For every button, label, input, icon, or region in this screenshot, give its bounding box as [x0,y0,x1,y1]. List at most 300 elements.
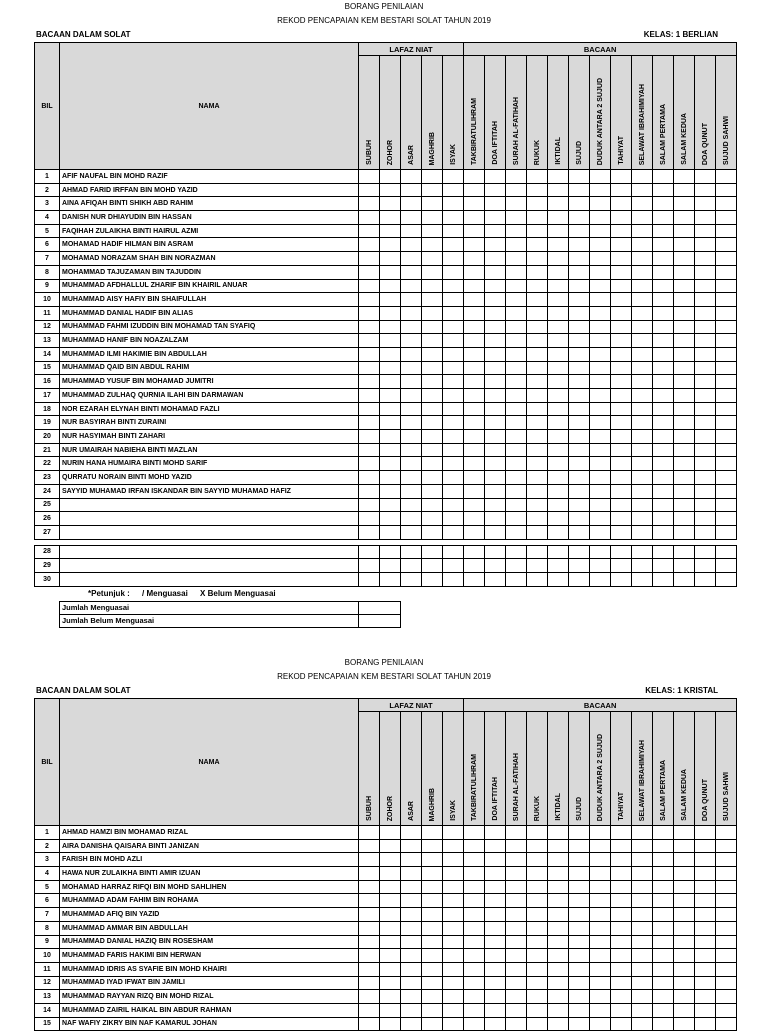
score-cell[interactable] [716,197,737,211]
score-cell[interactable] [401,334,422,348]
score-cell[interactable] [653,894,674,908]
score-cell[interactable] [401,293,422,307]
score-cell[interactable] [527,498,548,512]
score-cell[interactable] [695,183,716,197]
score-cell[interactable] [674,990,695,1004]
score-cell[interactable] [674,457,695,471]
score-cell[interactable] [653,211,674,225]
score-cell[interactable] [380,183,401,197]
score-cell[interactable] [401,853,422,867]
score-cell[interactable] [695,238,716,252]
score-cell[interactable] [569,320,590,334]
score-cell[interactable] [380,347,401,361]
score-cell[interactable] [506,921,527,935]
score-cell[interactable] [611,224,632,238]
score-cell[interactable] [695,839,716,853]
score-cell[interactable] [380,545,401,559]
score-cell[interactable] [716,935,737,949]
score-cell[interactable] [359,949,380,963]
score-cell[interactable] [590,908,611,922]
score-cell[interactable] [464,826,485,840]
score-cell[interactable] [506,559,527,573]
score-cell[interactable] [611,949,632,963]
score-cell[interactable] [716,320,737,334]
score-cell[interactable] [401,170,422,184]
score-cell[interactable] [611,512,632,526]
score-cell[interactable] [359,416,380,430]
score-cell[interactable] [380,894,401,908]
score-cell[interactable] [548,498,569,512]
score-cell[interactable] [527,265,548,279]
score-cell[interactable] [716,224,737,238]
score-cell[interactable] [695,402,716,416]
score-cell[interactable] [380,572,401,586]
score-cell[interactable] [485,962,506,976]
score-cell[interactable] [653,826,674,840]
score-cell[interactable] [359,1003,380,1017]
score-cell[interactable] [422,867,443,881]
score-cell[interactable] [590,880,611,894]
score-cell[interactable] [590,361,611,375]
score-cell[interactable] [569,170,590,184]
score-cell[interactable] [632,498,653,512]
score-cell[interactable] [380,962,401,976]
score-cell[interactable] [506,402,527,416]
score-cell[interactable] [359,976,380,990]
score-cell[interactable] [674,545,695,559]
score-cell[interactable] [695,197,716,211]
score-cell[interactable] [548,867,569,881]
score-cell[interactable] [632,238,653,252]
score-cell[interactable] [485,252,506,266]
score-cell[interactable] [653,484,674,498]
score-cell[interactable] [569,976,590,990]
score-cell[interactable] [422,976,443,990]
score-cell[interactable] [359,306,380,320]
score-cell[interactable] [695,224,716,238]
score-cell[interactable] [359,525,380,539]
score-cell[interactable] [527,375,548,389]
score-cell[interactable] [464,347,485,361]
score-cell[interactable] [401,498,422,512]
score-cell[interactable] [401,525,422,539]
score-cell[interactable] [422,1003,443,1017]
score-cell[interactable] [527,211,548,225]
score-cell[interactable] [590,279,611,293]
score-cell[interactable] [611,347,632,361]
score-cell[interactable] [632,853,653,867]
score-cell[interactable] [464,402,485,416]
score-cell[interactable] [569,361,590,375]
score-cell[interactable] [464,471,485,485]
score-cell[interactable] [359,211,380,225]
score-cell[interactable] [716,894,737,908]
score-cell[interactable] [611,853,632,867]
score-cell[interactable] [695,320,716,334]
score-cell[interactable] [443,238,464,252]
score-cell[interactable] [443,361,464,375]
score-cell[interactable] [464,430,485,444]
score-cell[interactable] [716,457,737,471]
score-cell[interactable] [653,498,674,512]
score-cell[interactable] [548,320,569,334]
score-cell[interactable] [359,498,380,512]
score-cell[interactable] [695,512,716,526]
score-cell[interactable] [569,306,590,320]
score-cell[interactable] [380,170,401,184]
score-cell[interactable] [527,293,548,307]
score-cell[interactable] [506,361,527,375]
score-cell[interactable] [569,389,590,403]
score-cell[interactable] [716,375,737,389]
score-cell[interactable] [485,375,506,389]
score-cell[interactable] [485,170,506,184]
score-cell[interactable] [443,498,464,512]
score-cell[interactable] [632,935,653,949]
score-cell[interactable] [422,484,443,498]
score-cell[interactable] [695,484,716,498]
score-cell[interactable] [527,416,548,430]
score-cell[interactable] [653,525,674,539]
score-cell[interactable] [506,908,527,922]
score-cell[interactable] [716,402,737,416]
score-cell[interactable] [716,361,737,375]
score-cell[interactable] [716,170,737,184]
score-cell[interactable] [569,572,590,586]
score-cell[interactable] [611,402,632,416]
score-cell[interactable] [527,867,548,881]
score-cell[interactable] [569,525,590,539]
score-cell[interactable] [485,853,506,867]
score-cell[interactable] [527,471,548,485]
score-cell[interactable] [716,525,737,539]
score-cell[interactable] [590,512,611,526]
score-cell[interactable] [590,1003,611,1017]
score-cell[interactable] [569,949,590,963]
score-cell[interactable] [716,238,737,252]
score-cell[interactable] [506,252,527,266]
score-cell[interactable] [653,962,674,976]
score-cell[interactable] [485,512,506,526]
score-cell[interactable] [359,402,380,416]
score-cell[interactable] [506,839,527,853]
score-cell[interactable] [569,265,590,279]
score-cell[interactable] [653,293,674,307]
score-cell[interactable] [716,921,737,935]
score-cell[interactable] [380,375,401,389]
score-cell[interactable] [653,334,674,348]
score-cell[interactable] [695,921,716,935]
score-cell[interactable] [569,559,590,573]
score-cell[interactable] [506,484,527,498]
score-cell[interactable] [674,170,695,184]
score-cell[interactable] [674,334,695,348]
score-cell[interactable] [674,375,695,389]
score-cell[interactable] [527,572,548,586]
score-cell[interactable] [632,839,653,853]
score-cell[interactable] [527,839,548,853]
score-cell[interactable] [548,908,569,922]
score-cell[interactable] [653,170,674,184]
score-cell[interactable] [632,293,653,307]
score-cell[interactable] [548,545,569,559]
score-cell[interactable] [716,293,737,307]
score-cell[interactable] [464,238,485,252]
score-cell[interactable] [653,935,674,949]
score-cell[interactable] [443,265,464,279]
score-cell[interactable] [359,962,380,976]
score-cell[interactable] [401,265,422,279]
score-cell[interactable] [674,894,695,908]
score-cell[interactable] [548,880,569,894]
score-cell[interactable] [611,990,632,1004]
score-cell[interactable] [590,826,611,840]
score-cell[interactable] [485,402,506,416]
score-cell[interactable] [527,545,548,559]
score-cell[interactable] [653,265,674,279]
score-cell[interactable] [611,471,632,485]
score-cell[interactable] [422,935,443,949]
score-cell[interactable] [548,976,569,990]
score-cell[interactable] [422,416,443,430]
score-cell[interactable] [506,416,527,430]
score-cell[interactable] [443,224,464,238]
score-cell[interactable] [401,279,422,293]
score-cell[interactable] [653,224,674,238]
score-cell[interactable] [548,443,569,457]
score-cell[interactable] [401,921,422,935]
score-cell[interactable] [569,826,590,840]
score-cell[interactable] [464,293,485,307]
score-cell[interactable] [590,430,611,444]
score-cell[interactable] [653,839,674,853]
score-cell[interactable] [485,572,506,586]
score-cell[interactable] [506,265,527,279]
score-cell[interactable] [401,545,422,559]
score-cell[interactable] [506,238,527,252]
score-cell[interactable] [359,197,380,211]
score-cell[interactable] [485,443,506,457]
score-cell[interactable] [401,839,422,853]
score-cell[interactable] [590,320,611,334]
score-cell[interactable] [506,1003,527,1017]
score-cell[interactable] [359,908,380,922]
score-cell[interactable] [401,443,422,457]
score-cell[interactable] [590,170,611,184]
score-cell[interactable] [422,197,443,211]
score-cell[interactable] [590,949,611,963]
score-cell[interactable] [380,224,401,238]
score-cell[interactable] [506,525,527,539]
score-cell[interactable] [359,921,380,935]
score-cell[interactable] [569,224,590,238]
score-cell[interactable] [527,908,548,922]
score-cell[interactable] [464,512,485,526]
score-cell[interactable] [527,320,548,334]
score-cell[interactable] [380,1003,401,1017]
score-cell[interactable] [422,389,443,403]
score-cell[interactable] [569,894,590,908]
score-cell[interactable] [401,826,422,840]
score-cell[interactable] [401,457,422,471]
score-cell[interactable] [380,935,401,949]
score-cell[interactable] [401,183,422,197]
score-cell[interactable] [422,443,443,457]
score-cell[interactable] [716,389,737,403]
score-cell[interactable] [380,471,401,485]
score-cell[interactable] [590,853,611,867]
score-cell[interactable] [653,238,674,252]
score-cell[interactable] [611,334,632,348]
score-cell[interactable] [485,867,506,881]
score-cell[interactable] [716,252,737,266]
score-cell[interactable] [485,921,506,935]
score-cell[interactable] [401,197,422,211]
score-cell[interactable] [653,867,674,881]
score-cell[interactable] [464,334,485,348]
score-cell[interactable] [611,361,632,375]
score-cell[interactable] [506,880,527,894]
score-cell[interactable] [380,498,401,512]
score-cell[interactable] [548,512,569,526]
score-cell[interactable] [611,908,632,922]
score-cell[interactable] [464,894,485,908]
score-cell[interactable] [632,306,653,320]
score-cell[interactable] [506,183,527,197]
score-cell[interactable] [527,224,548,238]
score-cell[interactable] [464,211,485,225]
score-cell[interactable] [716,183,737,197]
score-cell[interactable] [695,498,716,512]
score-cell[interactable] [653,252,674,266]
score-cell[interactable] [611,894,632,908]
score-cell[interactable] [674,238,695,252]
score-cell[interactable] [401,935,422,949]
score-cell[interactable] [443,921,464,935]
score-cell[interactable] [401,880,422,894]
score-cell[interactable] [506,512,527,526]
score-cell[interactable] [674,224,695,238]
summary-value-cell[interactable] [359,614,401,627]
score-cell[interactable] [611,921,632,935]
score-cell[interactable] [506,935,527,949]
score-cell[interactable] [485,949,506,963]
score-cell[interactable] [611,839,632,853]
score-cell[interactable] [674,320,695,334]
score-cell[interactable] [506,170,527,184]
score-cell[interactable] [401,389,422,403]
score-cell[interactable] [464,361,485,375]
score-cell[interactable] [674,183,695,197]
score-cell[interactable] [506,471,527,485]
score-cell[interactable] [527,853,548,867]
score-cell[interactable] [569,484,590,498]
score-cell[interactable] [716,908,737,922]
score-cell[interactable] [653,183,674,197]
score-cell[interactable] [464,457,485,471]
score-cell[interactable] [548,826,569,840]
score-cell[interactable] [422,962,443,976]
score-cell[interactable] [695,279,716,293]
score-cell[interactable] [422,402,443,416]
score-cell[interactable] [569,471,590,485]
score-cell[interactable] [527,197,548,211]
score-cell[interactable] [380,416,401,430]
score-cell[interactable] [464,990,485,1004]
score-cell[interactable] [716,572,737,586]
score-cell[interactable] [443,935,464,949]
score-cell[interactable] [716,1003,737,1017]
score-cell[interactable] [590,375,611,389]
score-cell[interactable] [611,416,632,430]
score-cell[interactable] [527,962,548,976]
score-cell[interactable] [443,512,464,526]
score-cell[interactable] [401,908,422,922]
score-cell[interactable] [443,908,464,922]
score-cell[interactable] [653,457,674,471]
score-cell[interactable] [527,443,548,457]
score-cell[interactable] [548,471,569,485]
score-cell[interactable] [359,320,380,334]
score-cell[interactable] [485,1003,506,1017]
score-cell[interactable] [653,976,674,990]
score-cell[interactable] [380,293,401,307]
score-cell[interactable] [548,334,569,348]
score-cell[interactable] [464,183,485,197]
score-cell[interactable] [485,545,506,559]
score-cell[interactable] [422,361,443,375]
score-cell[interactable] [506,949,527,963]
score-cell[interactable] [464,306,485,320]
score-cell[interactable] [359,839,380,853]
score-cell[interactable] [422,880,443,894]
score-cell[interactable] [716,545,737,559]
score-cell[interactable] [695,545,716,559]
score-cell[interactable] [527,826,548,840]
score-cell[interactable] [695,1003,716,1017]
score-cell[interactable] [653,279,674,293]
score-cell[interactable] [632,375,653,389]
score-cell[interactable] [464,265,485,279]
score-cell[interactable] [464,962,485,976]
score-cell[interactable] [611,211,632,225]
score-cell[interactable] [590,976,611,990]
score-cell[interactable] [485,471,506,485]
score-cell[interactable] [359,853,380,867]
score-cell[interactable] [653,347,674,361]
score-cell[interactable] [569,1003,590,1017]
score-cell[interactable] [569,197,590,211]
score-cell[interactable] [569,252,590,266]
score-cell[interactable] [653,361,674,375]
score-cell[interactable] [548,990,569,1004]
score-cell[interactable] [443,990,464,1004]
score-cell[interactable] [632,334,653,348]
score-cell[interactable] [674,443,695,457]
score-cell[interactable] [527,949,548,963]
score-cell[interactable] [359,375,380,389]
score-cell[interactable] [359,347,380,361]
score-cell[interactable] [695,908,716,922]
score-cell[interactable] [443,402,464,416]
score-cell[interactable] [674,211,695,225]
score-cell[interactable] [611,320,632,334]
score-cell[interactable] [632,224,653,238]
score-cell[interactable] [716,306,737,320]
score-cell[interactable] [548,853,569,867]
score-cell[interactable] [485,430,506,444]
score-cell[interactable] [632,949,653,963]
